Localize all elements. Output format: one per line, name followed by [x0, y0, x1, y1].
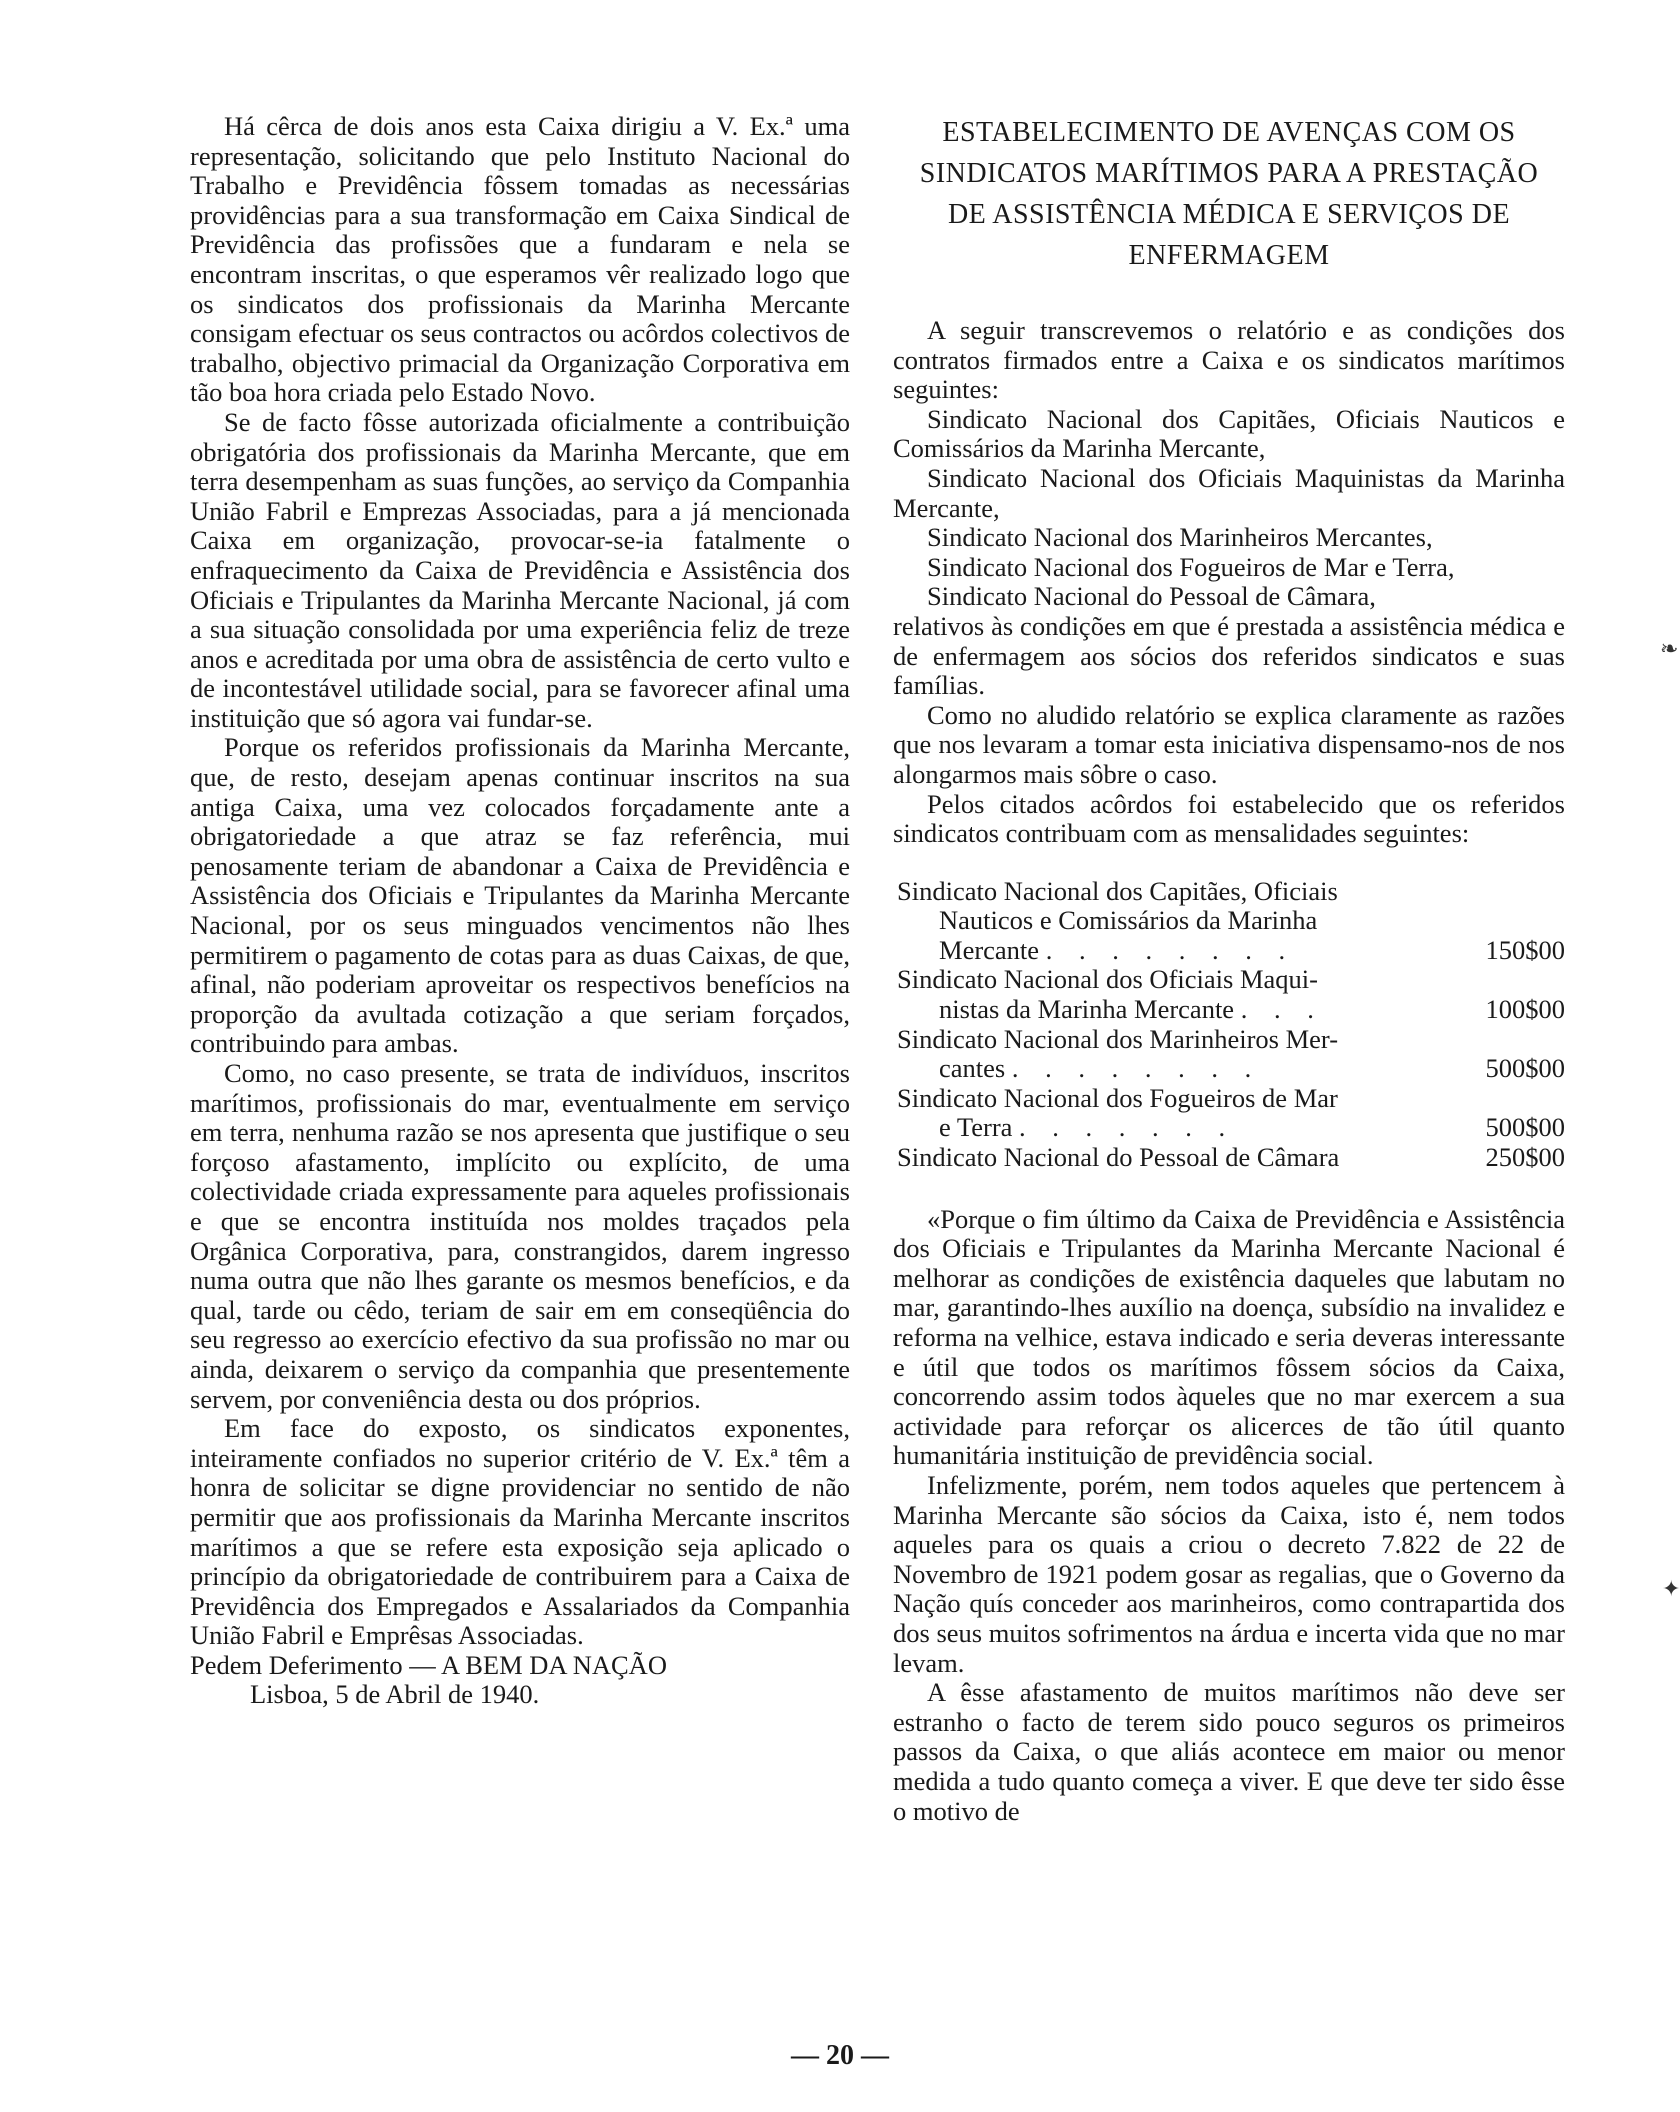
- fee-row: [897, 877, 1565, 966]
- fee-row-1-amount: 150$00: [1485, 934, 1565, 965]
- heading-line-2: SINDICATOS MARÍTIMOS PARA A PRESTAÇÃO: [919, 158, 1539, 189]
- syndicate-item-3: Sindicato Nacional dos Marinheiros Mercantes,: [927, 522, 1433, 553]
- page-number: — 20 —: [791, 2040, 889, 2071]
- right-column: [893, 112, 1565, 1826]
- fee-row-4-line-1: Sindicato Nacional dos Fogueiros de Mar: [897, 1082, 1338, 1113]
- fee-row-3-dots: . . . . . . . .: [1011, 1053, 1262, 1084]
- fees-table: [897, 877, 1565, 1173]
- left-paragraph-4: Como, no caso presente, se trata de indivíduos, inscritos marítimos, profissionais do mar, eventualmente em serviço em terra, nenhuma razão se nos apresenta que justifique o seu forçoso afastamento, implícito ou explícito, de uma colectividade criada expressamente para aqueles profissionais e que se encontra instituída nos moldes traçados pela Orgânica Corporativa, para, constrangidos, darem ingresso numa outra que não lhes garante os mesmos benefícios, e da qual, tarde ou cêdo, teriam de sair em em conseqüência do seu regresso ao exercício efectivo da sua profissão no mar ou ainda, deixarem o serviço da companhia que presentemente servem, por conveniência desta ou dos próprios.: [190, 1058, 850, 1414]
- fee-row-4-line-2: e Terra: [939, 1112, 1013, 1143]
- fee-row-4-dots: . . . . . . .: [1019, 1112, 1236, 1143]
- left-paragraph-1: Há cêrca de dois anos esta Caixa dirigiu a V. Ex.ª uma representação, solicitando que pelo Instituto Nacional do Trabalho e Previdência fôssem tomadas as necessárias providências para a sua transformação em Caixa Sindical de Previdência das profissões que a fundaram e nela se encontram inscritas, o que esperamos vêr realizado logo que os sindicatos dos profissionais da Marinha Mercante consigam efectuar os seus contractos ou acôrdos colectivos de trabalho, objectivo primacial da Organização Corporativa em tão boa hora criada pelo Estado Novo.: [190, 111, 850, 408]
- fee-row-5-amount: 250$00: [1485, 1142, 1565, 1173]
- fee-row-1-line-3: Mercante: [939, 934, 1040, 965]
- fee-row-1-line-1: Sindicato Nacional dos Capitães, Oficiais: [897, 875, 1338, 906]
- fee-row: [897, 1143, 1565, 1173]
- quote-paragraph-3: A êsse afastamento de muitos marítimos não deve ser estranho o facto de terem sido pouco seguros os primeiros passos da Caixa, o que aliás acontece em maior ou menor medida a tudo quanto começa a viver. E que deve ter sido êsse o motivo de: [893, 1677, 1565, 1826]
- explanation-paragraph: Como no aludido relatório se explica claramente as razões que nos levaram a tomar esta iniciativa dispensamo-nos de nos alongarmos mais sôbre o caso.: [893, 699, 1565, 789]
- margin-ornament-icon: ❧: [1660, 636, 1679, 661]
- fee-row-5-line-1: Sindicato Nacional do Pessoal de Câmara: [897, 1142, 1340, 1173]
- fee-row-2-line-2: nistas da Marinha Mercante: [939, 994, 1235, 1025]
- syndicate-item-4: Sindicato Nacional dos Fogueiros de Mar e Terra,: [927, 551, 1455, 582]
- place-date: Lisboa, 5 de Abril de 1940.: [250, 1679, 540, 1710]
- syndicate-item-5: Sindicato Nacional do Pessoal de Câmara,: [927, 581, 1376, 612]
- fee-row-2-line-1: Sindicato Nacional dos Oficiais Maqui-: [897, 964, 1318, 995]
- syndicate-item-2: Sindicato Nacional dos Oficiais Maquinistas da Marinha Mercante,: [893, 462, 1565, 523]
- fee-row: [897, 965, 1565, 1024]
- left-column: [190, 112, 850, 1710]
- fee-row-3-line-2: cantes: [939, 1053, 1006, 1084]
- closing-formula: Pedem Deferimento — A BEM DA NAÇÃO: [190, 1649, 667, 1680]
- fee-row: [897, 1025, 1565, 1084]
- left-paragraph-5: Em face do exposto, os sindicatos exponentes, inteiramente confiados no superior critério de V. Ex.ª têm a honra de solicitar se digne providenciar no sentido de não permitir que aos profissionais da Marinha Mercante inscritos marítimos a que se refere esta exposição seja aplicado o princípio da obrigatoriedade de contribuirem para a Caixa de Previdência dos Empregados e Assalariados da Companhia União Fabril e Emprêsas Associadas.: [190, 1413, 850, 1651]
- heading-line-4: ENFERMAGEM: [1128, 240, 1330, 271]
- intro-paragraph: A seguir transcrevemos o relatório e as condições dos contratos firmados entre a Caixa e os sindicatos marítimos seguintes:: [893, 315, 1565, 405]
- quote-paragraph-2: Infelizmente, porém, nem todos aqueles que pertencem à Marinha Mercante são sócios da Caixa, isto é, nem todos aqueles para os quais a criou o decreto 7.822 de 22 de Novembro de 1921 podem gosar as regalias, que o Governo da Nação quís conceder aos marinheiros, como contrapartida dos dos seus muitos sofrimentos na árdua e incerta vida que no mar levam.: [893, 1469, 1565, 1678]
- heading-line-3: DE ASSISTÊNCIA MÉDICA E SERVIÇOS DE: [947, 199, 1511, 230]
- fees-intro-paragraph: Pelos citados acôrdos foi estabelecido que os referidos sindicatos contribuam com as mensalidades seguintes:: [893, 788, 1565, 849]
- fee-row-4-amount: 500$00: [1485, 1112, 1565, 1143]
- fee-row-2-amount: 100$00: [1485, 994, 1565, 1025]
- fee-row-1-line-2: Nauticos e Comissários da Marinha: [939, 905, 1318, 936]
- after-list-paragraph: relativos às condições em que é prestada a assistência médica e de enfermagem aos sócios dos referidos sindicatos e suas famílias.: [893, 610, 1565, 701]
- left-paragraph-3: Porque os referidos profissionais da Marinha Mercante, que, de resto, desejam apenas continuar inscritos na sua antiga Caixa, uma vez colocados forçadamente ante a obrigatoriedade a que atraz se faz referência, mui penosamente teriam de abandonar a Caixa de Previdência e Assistência dos Oficiais e Tripulantes da Marinha Mercante Nacional, por os seus minguados vencimentos não lhes permitirem o pagamento de cotas para as duas Caixas, de que, afinal, não poderiam aproveitar os respectivos benefícios na proporção da avultada cotização a que seriam forçados, contribuindo para ambas.: [190, 732, 850, 1059]
- left-paragraph-2: Se de facto fôsse autorizada oficialmente a contribuição obrigatória dos profissionais da Marinha Mercante, que em terra desempenham as suas funções, ao serviço da Companhia União Fabril e Emprezas Associadas, para a já mencionada Caixa em organização, provocar-se-ia fatalmente o enfraquecimento da Caixa de Previdência e Assistência dos Oficiais e Tripulantes da Marinha Mercante Nacional, já com a sua situação consolidada por uma experiência feliz de treze anos e acreditada por uma obra de assistência de certo vulto e de incontestável utilidade social, para se favorecer afinal uma instituição que só agora vai fundar-se.: [190, 406, 850, 733]
- quote-paragraph-1: «Porque o fim último da Caixa de Previdência e Assistência dos Oficiais e Tripulantes da Marinha Mercante Nacional é melhorar as condições de existência daqueles que labutam no mar, garantindo-lhes auxílio na doença, subsídio na invalidez e reforma na velhice, estava indicado e seria deveras interessante e útil que todos os marítimos fôssem sócios da Caixa, concorrendo assim todos àqueles que no mar exercem a sua actividade para reforçar os alicerces de tão útil quanto humanitária instituição de previdência social.: [893, 1203, 1565, 1471]
- fee-row-3-line-1: Sindicato Nacional dos Marinheiros Mer-: [897, 1023, 1339, 1054]
- fee-row-1-dots: . . . . . . . .: [1045, 934, 1296, 965]
- fee-row-3-amount: 500$00: [1485, 1053, 1565, 1084]
- margin-ornament-icon: ✦: [1662, 1576, 1680, 1601]
- syndicate-item-1: Sindicato Nacional dos Capitães, Oficiais Nauticos e Comissários da Marinha Mercante,: [893, 403, 1565, 464]
- fee-row: [897, 1084, 1565, 1143]
- heading-line-1: ESTABELECIMENTO DE AVENÇAS COM OS: [942, 117, 1516, 148]
- section-heading: [893, 112, 1565, 276]
- fee-row-2-dots: . . .: [1240, 994, 1324, 1025]
